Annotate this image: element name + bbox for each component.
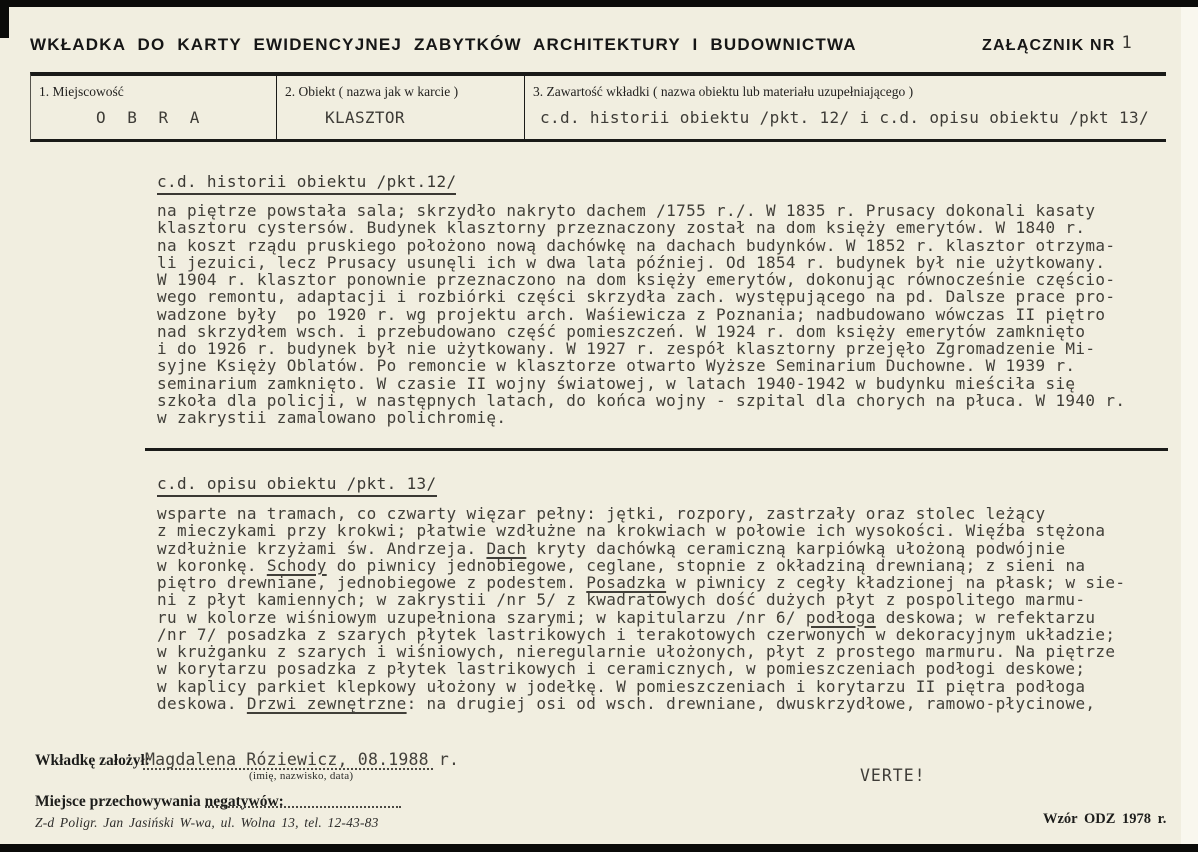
locality-label: 1. Miejscowość — [39, 84, 124, 99]
typed-text-line: w kaplicy parkiet klepkowy ułożony w jodełkę. W pomieszczeniach i korytarzu II piętra podłoga — [157, 676, 1086, 696]
scan-edge-right — [1181, 7, 1198, 844]
typed-text-line: w korytarzu posadzka z płytek lastrikowych i ceramicznych, w pomieszczeniach podłogi deskowe; — [157, 659, 1086, 679]
history-paragraph — [157, 202, 1147, 426]
section-heading-description: c.d. opisu obiektu /pkt. 13/ — [157, 474, 437, 497]
typed-text-line: nad skrzydłem wsch. i przebudowano część pomieszczeń. W 1924 r. dom księży emerytów zamknięto — [157, 321, 1086, 341]
description-paragraph — [157, 505, 1147, 712]
typed-text-line: szkoła dla policji, w następnych latach, do końca wojny - szpital dla chorych na płuca. W 1940 r. — [157, 390, 1126, 410]
typed-text-line: piętro drewniane, jednobiegowe z podestem. Posadzka w piwnicy z cegły kładzionej na płask; w sie- — [157, 573, 1126, 592]
object-label: 2. Obiekt ( nazwa jak w karcie ) — [285, 84, 459, 99]
typed-text-line: i do 1926 r. budynek był nie użytkowany. W 1927 r. zespół klasztorny przejęło Zgromadzenie Mi- — [157, 339, 1096, 358]
form-code: Wzór ODZ 1978 r. — [1043, 811, 1167, 827]
contents-value: c.d. historii obiektu /pkt. 12/ i c.d. opisu obiektu /pkt 13/ — [540, 108, 1149, 127]
typed-text-line: seminarium zamknięto. W czasie II wojny światowej, w latach 1940-1942 w budynku mieściła się — [157, 373, 1076, 393]
annex-number: 1 — [1121, 33, 1133, 53]
scan-edge-corner-mark — [0, 0, 9, 38]
typed-text-line: wadzone były po 1920 r. wg projektu arch. Waśiewicza z Poznania; nadbudowano wówczas II piętro — [157, 304, 1106, 324]
typed-text-line: z mieczykami przy krokwi; płatwie wzdłużne na krokwiach w połowie ich wysokości. Więźba stężona — [157, 521, 1106, 541]
section-divider-line — [145, 448, 1168, 451]
table-cell-contents — [524, 76, 1166, 139]
contents-label: 3. Zawartość wkładki ( nazwa obiektu lub materiału uzupełniającego ) — [533, 84, 914, 99]
table-cell-locality — [31, 76, 276, 139]
locality-value: O B R A — [96, 108, 206, 127]
section-heading-history: c.d. historii obiektu /pkt.12/ — [157, 172, 456, 195]
founder-label: Wkładkę założył: — [35, 752, 150, 769]
printer-imprint: Z-d Poligr. Jan Jasiński W-wa, ul. Wolna 13, tel. 12-43-83 — [35, 815, 379, 830]
typed-text-line: W 1904 r. klasztor ponownie przeznaczono na dom księży emerytów, dokonując równocześnie częścio- — [157, 270, 1116, 289]
table-cell-object — [276, 76, 524, 139]
typed-text-line: syjne Księży Oblatów. Po remoncie w klasztorze otwarto Wyższe Seminarium Duchowne. W 1939 r. — [157, 356, 1076, 376]
scan-edge-top — [0, 0, 1198, 7]
typed-text-line: /nr 7/ posadzka z szarych płytek lastrikowych i terakotowych czerwonych w dekoracyjnym układzie; — [157, 624, 1116, 644]
registration-table — [30, 72, 1166, 142]
typed-text-line: na koszt rządu pruskiego położono nową dachówkę na dachach budynków. W 1852 r. klasztor otrzyma- — [157, 235, 1116, 255]
scan-edge-bottom — [0, 844, 1198, 852]
founder-hint: (imię, nazwisko, data) — [249, 770, 354, 782]
annex-text: ZAŁĄCZNIK NR — [982, 37, 1116, 54]
typed-text-line: wzdłużnie krzyżami św. Andrzeja. Dach kryty dachówką ceramiczną karpiówką ułożoną podwójnie — [157, 538, 1066, 558]
typed-text-line: wego remontu, adaptacji i rozbiórki części skrzydła zach. występującego na pd. Dalsze prace pro- — [157, 287, 1116, 307]
typed-text-line: wsparte na tramach, co czwarty więzar pełny: jętki, rozpory, zastrzały oraz stolec leżący — [157, 504, 1046, 523]
typed-text-line: w zakrystii zamalowano polichromię. — [157, 408, 507, 427]
typed-text-line: ni z płyt kamiennych; w zakrystii /nr 5/ z kwadratowych dość dużych płyt z pospolitego marmu- — [157, 590, 1086, 610]
typed-text-line: ru w kolorze wiśniowym uzupełniona szarymi; w kapitularzu /nr 6/ podłoga deskowa; w refektarzu — [157, 607, 1096, 627]
founder-typed-value: Magdalena Róziewicz, 08.1988 r. — [145, 750, 460, 769]
negatives-label: Miejsce przechowywania negatywów: — [35, 793, 284, 810]
typed-text-line: li jezuici, lecz Prusacy usunęli ich w dwa lata później. Od 1854 r. budynek był nie użytkowany. — [157, 252, 1106, 272]
form-title: WKŁADKA DO KARTY EWIDENCYJNEJ ZABYTKÓW ARCHITEKTURY I BUDOWNICTWA — [30, 35, 857, 54]
negatives-dotted-line — [205, 792, 401, 808]
typed-text-line: na piętrze powstała sala; skrzydło nakryto dachem /1755 r./. W 1835 r. Prusacy dokonali kasaty — [157, 201, 1096, 220]
typed-text-line: w koronkę. Schody do piwnicy jednobiegowe, ceglane, stopnie z okładziną drewnianą; z sieni na — [157, 555, 1086, 575]
typed-text-line: w krużganku z szarych i wiśniowych, nieregularnie ułożonych, płyt z prostego marmuru. Na piętrze — [157, 642, 1116, 661]
typed-text-line: klasztoru cystersów. Budynek klasztorny przeznaczony został na dom księży emerytów. W 1840 r. — [157, 218, 1086, 238]
typed-text-line: deskowa. Drzwi zewnętrzne: na drugiej osi od wsch. drewniane, dwuskrzydłowe, ramowo-płycinowe, — [157, 693, 1096, 713]
object-value: KLASZTOR — [325, 108, 405, 127]
verte-note: VERTE! — [860, 766, 926, 785]
annex-label — [982, 35, 1133, 55]
